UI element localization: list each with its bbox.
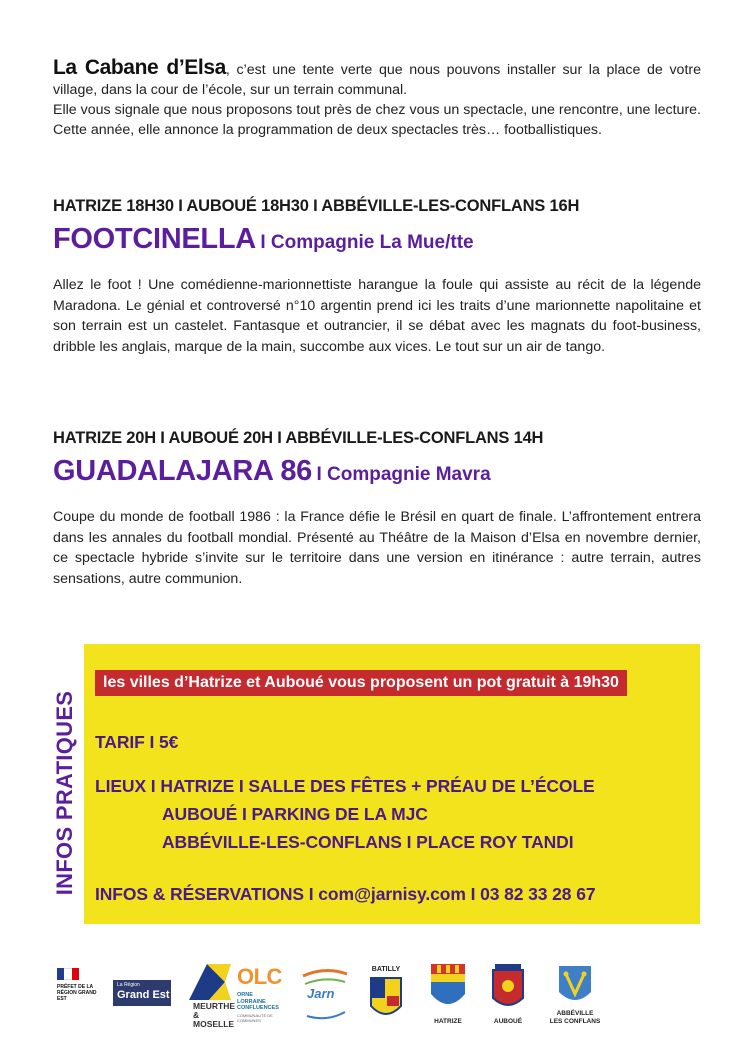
intro-text-2: Elle vous signale que nous proposons tout près de chez vous un spectacle, une rencontre, une lecture. Cette année, elle annonce la programmation de deux spectacles très… footballistiques. (53, 102, 701, 138)
batilly-logo (369, 966, 403, 1026)
auboue-caption: AUBOUÉ (493, 1018, 523, 1025)
show-title-line (53, 221, 701, 262)
batilly-label: BATILLY (371, 966, 401, 973)
show-title: GUADALAJARA 86 (53, 455, 312, 487)
infos-vertical-band (45, 663, 85, 923)
meurthe-line-1: MEURTHE (193, 1001, 236, 1011)
grand-est-small: La Région (117, 982, 140, 988)
lieux-line-3: ABBÉVILLE-LES-CONFLANS I PLACE ROY TANDI (162, 832, 574, 852)
show-guadalajara (53, 427, 701, 589)
abbeville-line-1: ABBÉVILLE (556, 1010, 594, 1017)
meurthe-moselle-label (193, 1002, 235, 1029)
french-flag-icon (57, 968, 79, 980)
abbeville-crest-icon (543, 964, 607, 1008)
lieux-line-2: AUBOUÉ I PARKING DE LA MJC (162, 804, 428, 824)
brand-name: La Cabane d’Elsa (53, 56, 226, 79)
infos-practical-box (84, 644, 700, 924)
show-title: FOOTCINELLA (53, 223, 256, 255)
olc-sub: COMMUNAUTÉ DE COMMUNES (237, 1013, 273, 1023)
abbeville-caption (543, 1010, 607, 1025)
jarny-label: Jarn (307, 986, 335, 1001)
intro-paragraph (53, 58, 701, 140)
olc-line-1: ORNE (237, 992, 253, 998)
show-company: I Compagnie La Mue/tte (260, 232, 474, 253)
meurthe-line-2: & MOSELLE (193, 1010, 235, 1029)
prefet-logo (55, 968, 103, 1024)
show-schedule: HATRIZE 20H I AUBOUÉ 20H I ABBÉVILLE-LES-CONFLANS 14H (53, 429, 544, 447)
show-title-line (53, 453, 701, 494)
pot-banner: les villes d’Hatrize et Auboué vous proposent un pot gratuit à 19h30 (95, 670, 627, 696)
show-footcinella (53, 195, 701, 357)
olc-line-2: LORRAINE (237, 998, 266, 1005)
grand-est-label: Grand Est (117, 989, 170, 1001)
show-schedule: HATRIZE 18H30 I AUBOUÉ 18H30 I ABBÉVILLE-LES-CONFLANS 16H (53, 197, 580, 215)
intro-line-1 (53, 58, 701, 100)
olc-logo (235, 964, 293, 1026)
infos-vertical-label: INFOS PRATIQUES (52, 690, 77, 896)
hatrize-logo (427, 964, 469, 1028)
auboue-logo (489, 964, 527, 1026)
abbeville-logo (543, 964, 607, 1030)
reservations-line: INFOS & RÉSERVATIONS I com@jarnisy.com I 03 82 33 28 67 (95, 884, 596, 904)
jarny-logo (299, 966, 351, 1022)
meurthe-moselle-logo (183, 962, 236, 1029)
partner-logos (55, 962, 615, 1032)
prefet-label: PRÉFET DE LA RÉGION GRAND EST (57, 984, 97, 1002)
olc-wordmark: OLC (237, 964, 282, 989)
show-description: Coupe du monde de football 1986 : la France défie le Brésil en quart de finale. L’affrontement entrera dans les annales du football mondial. Présenté au Théâtre de la Maison d’Elsa en novembre dernier, ce spectacle hybride s’invite sur le territoire dans une version en itinérance : autre terrain, autres sensations, autre communion. (53, 509, 701, 587)
intro-text: , c’est une tente verte que nous pouvons installer sur la place de votre village, dans la cour de l’école, sur un terrain communal. (53, 62, 701, 98)
grand-est-logo (113, 980, 171, 1006)
auboue-crest-icon (489, 964, 527, 1012)
olc-label (237, 992, 279, 1012)
olc-line-3: CONFLUENCES (237, 1005, 279, 1011)
show-company: I Compagnie Mavra (316, 464, 491, 485)
hatrize-caption: HATRIZE (434, 1018, 462, 1025)
abbeville-line-2: LES CONFLANS (549, 1017, 601, 1025)
tarif-line: TARIF I 5€ (95, 732, 179, 752)
hatrize-crest-icon (427, 964, 469, 1012)
show-description: Allez le foot ! Une comédienne-marionnettiste harangue la foule qui assiste au récit de la légende Maradona. Le génial et controversé n°10 argentin prend ici les traits d’une marionnette napolitaine et son terrain est un castelet. Fantasque et outrancier, il se débat avec les magnats du foot-business, dribble les anglais, marque de la main, succombe aux vices. Le tout sur un air de tango. (53, 277, 701, 355)
batilly-crest-icon (369, 976, 403, 1024)
meurthe-moselle-emblem-icon (183, 962, 233, 1002)
lieux-line-1: LIEUX I HATRIZE I SALLE DES FÊTES + PRÉAU DE L’ÉCOLE (95, 776, 595, 796)
